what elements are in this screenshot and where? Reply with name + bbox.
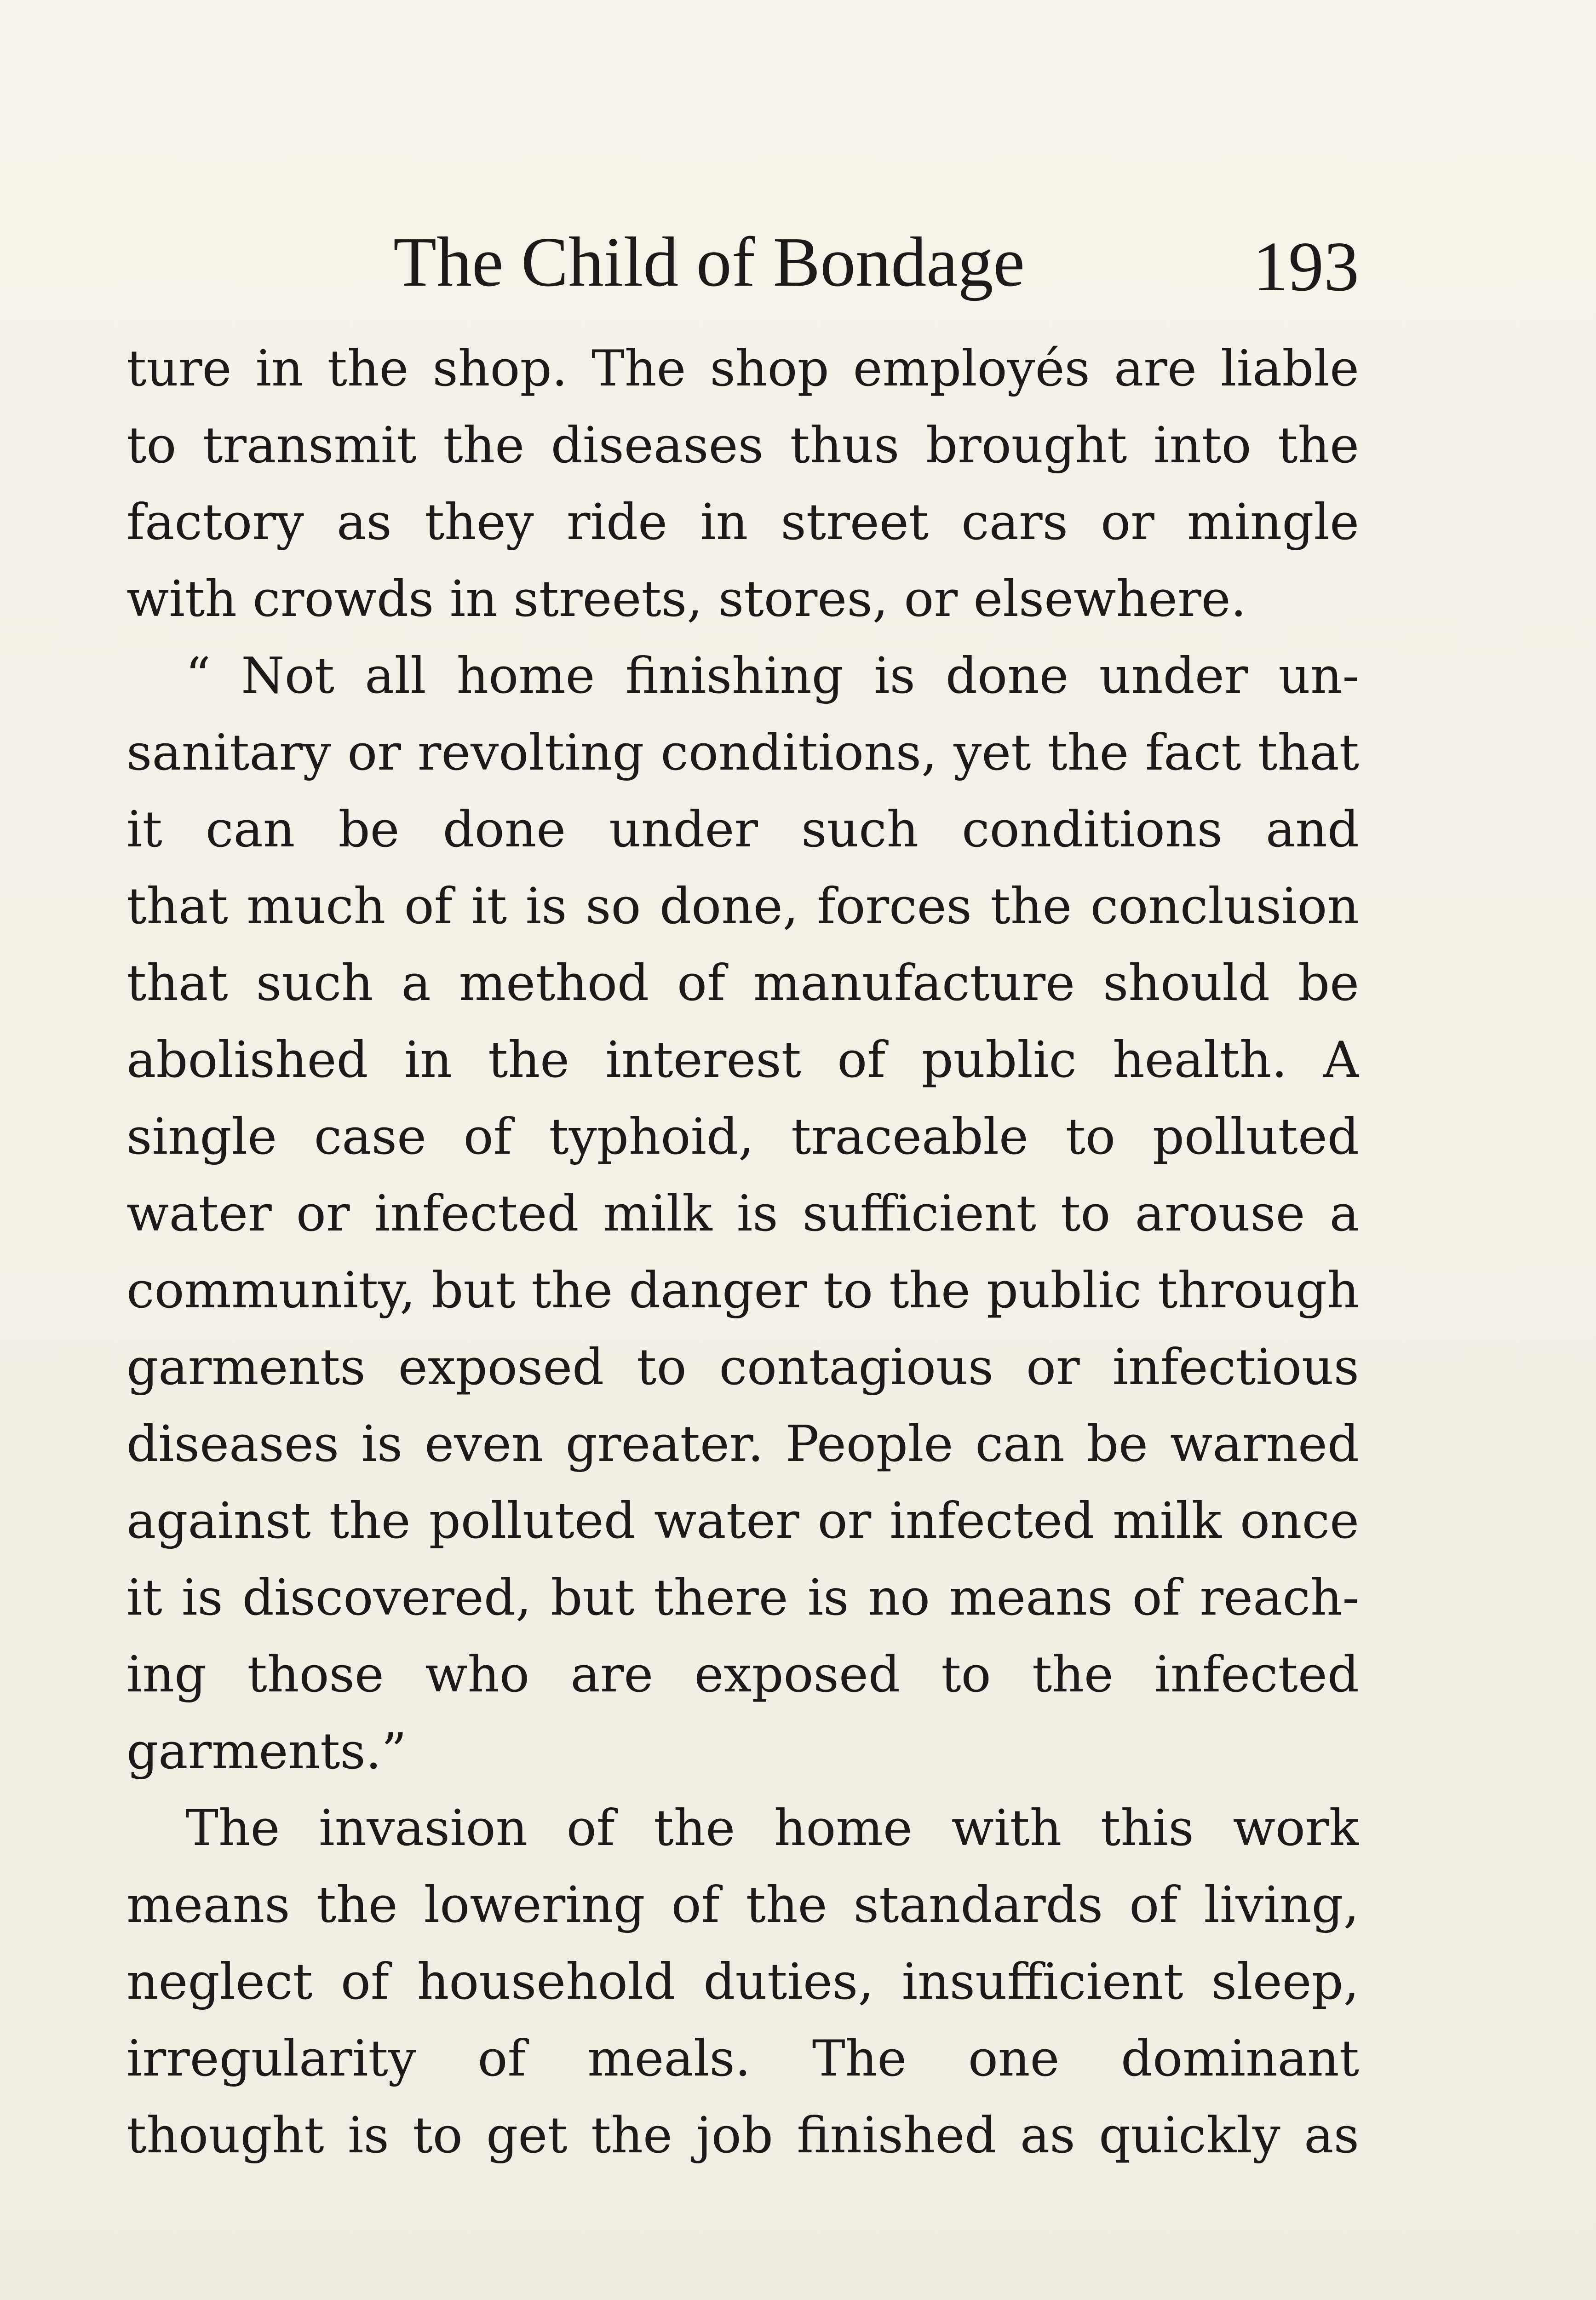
text-line: single case of typhoid, traceable to polluted: [126, 1108, 1359, 1166]
text-line: ture in the shop. The shop employés are liable: [126, 340, 1359, 397]
text-line: to transmit the diseases thus brought into the: [126, 417, 1359, 474]
text-line: irregularity of meals. The one dominant: [126, 2030, 1359, 2087]
text-line: garments exposed to contagious or infectious: [126, 1339, 1359, 1396]
text-line: thought is to get the job finished as quickly as: [126, 2107, 1359, 2164]
text-line: ing those who are exposed to the infected: [126, 1646, 1359, 1703]
text-line: community, but the danger to the public through: [126, 1262, 1359, 1319]
running-head: [126, 216, 1359, 308]
text-line: garments.”: [126, 1723, 407, 1780]
text-line: factory as they ride in street cars or mingle: [126, 494, 1359, 551]
text-line: against the polluted water or infected milk once: [126, 1492, 1359, 1550]
page-number: 193: [1253, 228, 1359, 306]
text-line: that such a method of manufacture should be: [126, 954, 1359, 1012]
text-line: sanitary or revolting conditions, yet the fact that: [126, 724, 1359, 782]
text-line: The invasion of the home with this work: [185, 1800, 1359, 1857]
body-text: [126, 330, 1359, 2174]
text-line: means the lowering of the standards of living,: [126, 1876, 1359, 1934]
text-line: that much of it is so done, forces the conclusion: [126, 878, 1359, 935]
text-line: it can be done under such conditions and: [126, 801, 1359, 858]
text-line: abolished in the interest of public health. A: [126, 1031, 1359, 1089]
text-line: water or infected milk is sufficient to arouse a: [126, 1185, 1359, 1242]
text-line: “ Not all home finishing is done under un-: [185, 647, 1359, 705]
text-line: diseases is even greater. People can be warned: [126, 1415, 1359, 1473]
text-line: it is discovered, but there is no means of reach-: [126, 1569, 1359, 1627]
running-title: The Child of Bondage: [393, 223, 1025, 301]
text-line: with crowds in streets, stores, or elsewhere.: [126, 570, 1246, 628]
text-line: neglect of household duties, insufficient sleep,: [126, 1953, 1359, 2011]
